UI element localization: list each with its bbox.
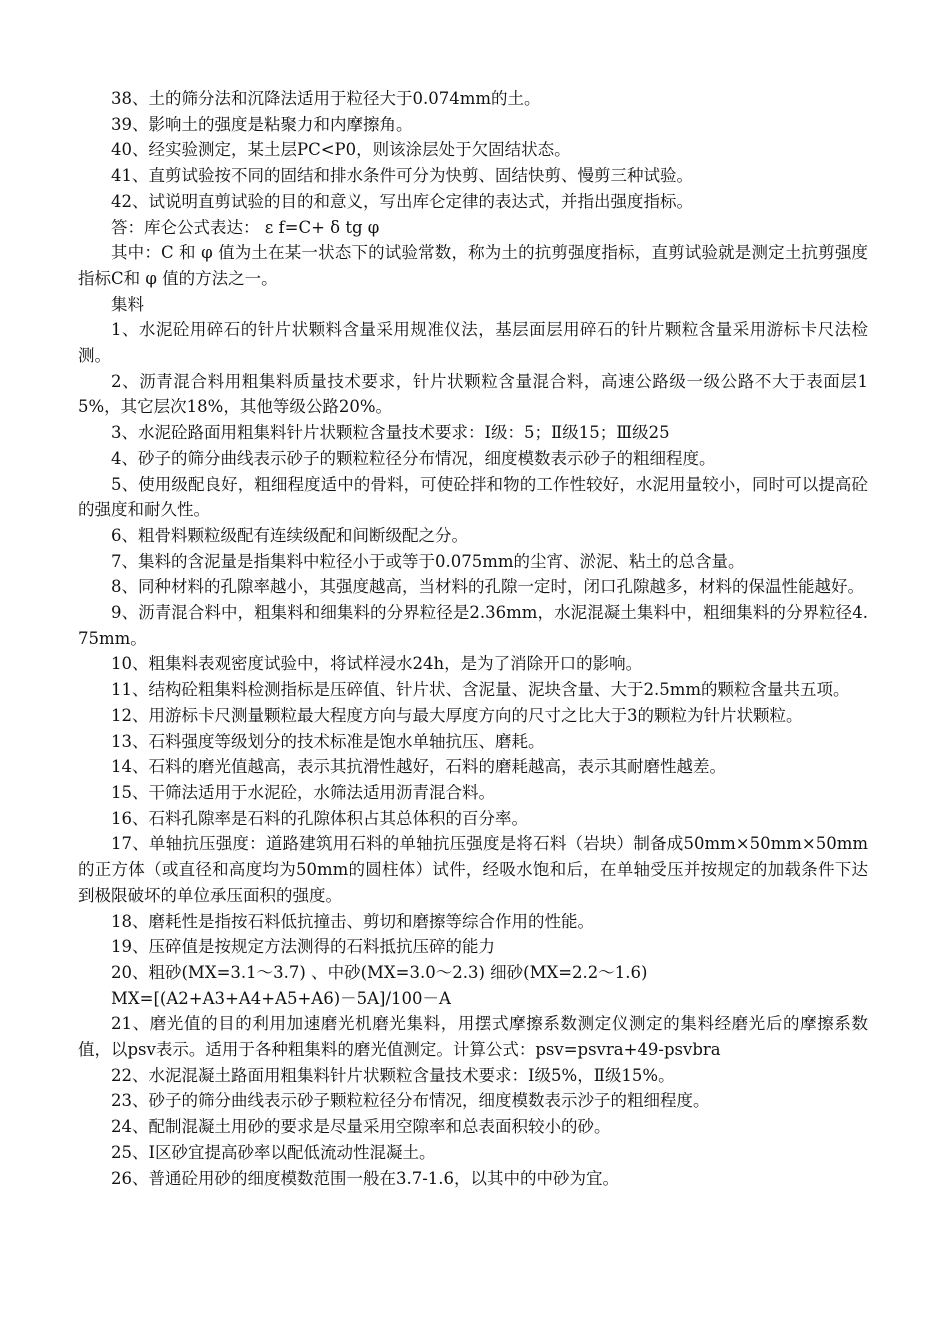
- paragraph-40: 40、经实验测定，某土层PC<P0，则该涂层处于欠固结状态。: [111, 140, 571, 160]
- paragraph-41: 41、直剪试验按不同的固结和排水条件可分为快剪、固结快剪、慢剪三种试验。: [111, 166, 693, 186]
- paragraph-15: 15、干筛法适用于水泥砼，水筛法适用沥青混合料。: [111, 782, 495, 802]
- paragraph-18: 18、磨耗性是指按石料低抗撞击、剪切和磨擦等综合作用的性能。: [111, 911, 594, 931]
- paragraph-42: 42、试说明直剪试验的目的和意义，写出库仑定律的表达式，并指出强度指标。: [111, 191, 693, 211]
- paragraph-22: 22、水泥混凝土路面用粗集料针片状颗粒含量技术要求：Ⅰ级5%，Ⅱ级15%。: [111, 1065, 675, 1085]
- paragraph-8: 8、同种材料的孔隙率越小，其强度越高，当材料的孔隙一定时，闭口孔隙越多，材料的保温性能越好。: [111, 577, 864, 597]
- paragraph-6: 6、粗骨料颗粒级配有连续级配和间断级配之分。: [111, 525, 468, 545]
- document-page: [78, 86, 868, 1191]
- paragraph-16: 16、石料孔隙率是石料的孔隙体积占其总体积的百分率。: [111, 808, 528, 828]
- formula-mx: MX=[(A2+A3+A4+A5+A6)－5A]/100－A: [111, 988, 451, 1008]
- paragraph-24: 24、配制混凝土用砂的要求是尽量采用空隙率和总表面积较小的砂。: [111, 1117, 611, 1137]
- paragraph-20: 20、粗砂(MX=3.1～3.7) 、中砂(MX=3.0～2.3) 细砂(MX=2.2～1.6): [111, 962, 648, 982]
- paragraph-9: 9、沥青混合料中，粗集料和细集料的分界粒径是2.36mm，水泥混凝土集料中，粗细集料的分界粒径4.75mm。: [78, 603, 868, 648]
- section-heading-aggregate: 集料: [111, 294, 144, 314]
- paragraph-12: 12、用游标卡尺测量颗粒最大程度方向与最大厚度方向的尺寸之比大于3的颗粒为针片状颗粒。: [111, 705, 803, 725]
- paragraph-2: 2、沥青混合料用粗集料质量技术要求，针片状颗粒含量混合料，高速公路级一级公路不大于表面层15%，其它层次18%，其他等级公路20%。: [78, 371, 868, 417]
- paragraph-1: 1、水泥砼用碎石的针片状颗料含量采用规准仪法，基层面层用碎石的针片颗粒含量采用游标卡尺法检测。: [78, 320, 868, 366]
- paragraph-38: 38、土的筛分法和沉降法适用于粒径大于0.074mm的土。: [111, 89, 541, 108]
- paragraph-3: 3、水泥砼路面用粗集料针片状颗粒含量技术要求：Ⅰ级：5；Ⅱ级15；Ⅲ级25: [111, 423, 670, 443]
- paragraph-23: 23、砂子的筛分曲线表示砂子颗粒粒径分布情况，细度模数表示沙子的粗细程度。: [111, 1091, 710, 1111]
- paragraph-4: 4、砂子的筛分曲线表示砂子的颗粒粒径分布情况，细度模数表示砂子的粗细程度。: [111, 448, 716, 468]
- paragraph-21: 21、磨光值的目的利用加速磨光机磨光集料，用摆式摩擦系数测定仪测定的集料经磨光后的摩擦系数值，以psv表示。适用于各种粗集料的磨光值测定。计算公式：psv=psvra+49-psvbra: [78, 1014, 868, 1060]
- paragraph-26: 26、普通砼用砂的细度模数范围一般在3.7-1.6，以其中的中砂为宜。: [111, 1168, 620, 1188]
- answer-explanation: 其中：C 和 φ 值为土在某一状态下的试验常数，称为土的抗剪强度指标，直剪试验就是测定土抗剪强度指标C和 φ 值的方法之一。: [78, 243, 868, 288]
- paragraph-25: 25、Ⅰ区砂宜提高砂率以配低流动性混凝土。: [111, 1142, 436, 1162]
- paragraph-14: 14、石料的磨光值越高，表示其抗滑性越好，石料的磨耗越高，表示其耐磨性越差。: [111, 757, 726, 777]
- paragraph-13: 13、石料强度等级划分的技术标准是饱水单轴抗压、磨耗。: [111, 731, 545, 751]
- answer-formula: 答：库仑公式表达： ε f=C+ δ tg φ: [111, 217, 380, 237]
- paragraph-19: 19、压碎值是按规定方法测得的石料抵抗压碎的能力: [111, 937, 495, 957]
- paragraph-5: 5、使用级配良好，粗细程度适中的骨料，可使砼拌和物的工作性较好，水泥用量较小，同时可以提高砼的强度和耐久性。: [78, 474, 868, 520]
- paragraph-7: 7、集料的含泥量是指集料中粒径小于或等于0.075mm的尘宵、淤泥、粘土的总含量。: [111, 551, 745, 571]
- paragraph-10: 10、粗集料表观密度试验中，将试样浸水24h，是为了消除开口的影响。: [111, 654, 643, 674]
- paragraph-39: 39、影响土的强度是粘聚力和内摩擦角。: [111, 114, 413, 134]
- paragraph-17: 17、单轴抗压强度：道路建筑用石料的单轴抗压强度是将石料（岩块）制备成50mm×50mm×50mm的正方体（或直径和高度均为50mm的圆柱体）试件，经吸水饱和后，在单轴受压并按规定的加载条件下达到极限破坏的单位承压面积的强度。: [78, 834, 868, 905]
- paragraph-11: 11、结构砼粗集料检测指标是压碎值、针片状、含泥量、泥块含量、大于2.5mm的颗粒含量共五项。: [111, 680, 850, 700]
